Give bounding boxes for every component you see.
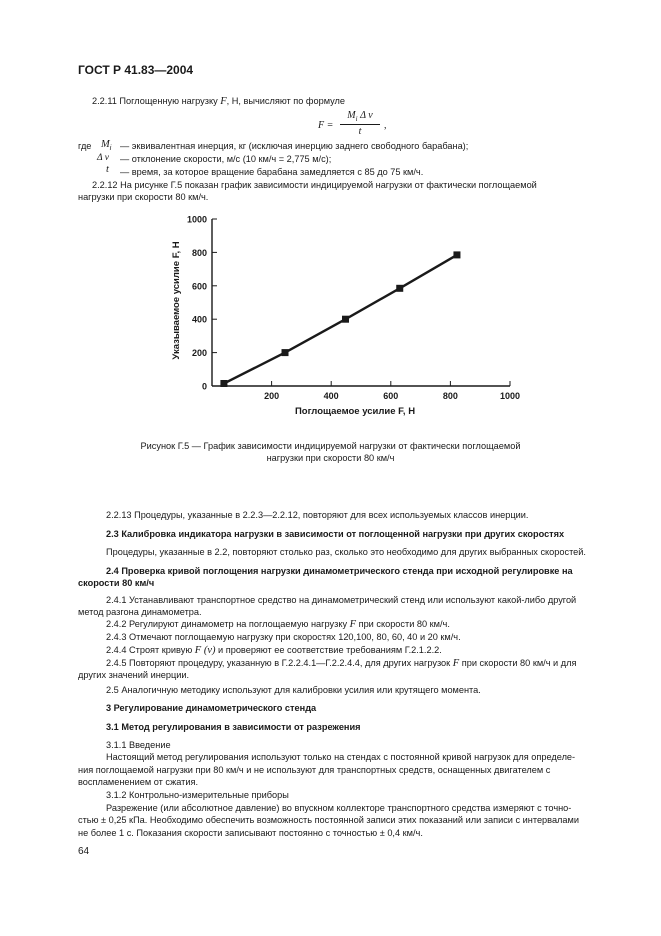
- paragraph-2-2-11-text: 2.2.11 Поглощенную нагрузку: [92, 96, 218, 106]
- document-header: ГОСТ Р 41.83—2004: [78, 63, 194, 77]
- def1-symbol: M: [101, 139, 110, 150]
- y-tick-label: 400: [191, 314, 207, 325]
- definition-3-symbol: t: [106, 164, 109, 175]
- p242-tail: при скорости 80 км/ч.: [358, 619, 450, 629]
- x-tick-label: 1000: [499, 391, 521, 401]
- formula-num-symbol: M: [347, 110, 356, 121]
- paragraph-2-4-3: 2.4.3 Отмечают поглощаемую нагрузку при скоростях 120,100, 80, 60, 40 и 20 км/ч.: [106, 632, 461, 642]
- data-point: [342, 316, 349, 323]
- paragraph-3-1-1-body-line1: Настоящий метод регулирования используют только на стендах с постоянной кривой нагрузок для определе-: [106, 752, 576, 762]
- y-tick-label: 600: [191, 281, 207, 292]
- definition-1: — эквивалентная инерция, кг (исключая инерцию заднего свободного барабана);: [120, 141, 469, 151]
- p244-tail: и проверяют ее соответствие требованиям Г.2.1.2.2.: [218, 645, 442, 655]
- definition-2-symbol: Δ v: [97, 153, 109, 163]
- p245-text: 2.4.5 Повторяют процедуру, указанную в Г.2.2.4.1—Г.2.2.4.4, для других нагрузок: [106, 658, 451, 668]
- x-tick-label: 800: [442, 391, 458, 401]
- paragraph-2-4-1-line2: метод разгона динамометра.: [78, 607, 202, 617]
- force-symbol: F: [220, 96, 227, 107]
- data-point: [453, 251, 460, 258]
- definition-3: — время, за которое вращение барабана замедляется с 85 до 75 км/ч.: [120, 167, 424, 177]
- y-tick-label: 1000: [186, 214, 207, 225]
- paragraph-2-4-1-line1: 2.4.1 Устанавливают транспортное средство на динамометрический стенд или используют какой-либо другой: [106, 595, 577, 605]
- figure-caption-line1: Рисунок Г.5 — График зависимости индицируемой нагрузки от фактически поглощаемой: [140, 441, 521, 451]
- formula-num-sub: i: [355, 115, 358, 123]
- def1-sub: i: [109, 144, 112, 152]
- data-point: [220, 380, 227, 387]
- formula-denominator: t: [358, 126, 362, 137]
- chart-layer: [171, 215, 520, 418]
- paragraph-3-1-2: 3.1.2 Контрольно-измерительные приборы: [106, 790, 289, 800]
- page-number: 64: [78, 846, 90, 857]
- p242-symbol: F: [349, 619, 357, 630]
- definition-2: — отклонение скорости, м/с (10 км/ч = 2,775 м/с);: [120, 154, 332, 164]
- p244-symbol: F (v): [194, 645, 216, 656]
- where-label: где: [78, 141, 92, 151]
- series-line: [224, 255, 457, 384]
- paragraph-2-4-4: [106, 644, 442, 657]
- paragraph-2-2-12-line2: нагрузки при скорости 80 км/ч.: [78, 192, 209, 202]
- x-axis-label: Поглощаемое усилие F, Н: [294, 406, 416, 417]
- figure-caption-line2: нагрузки при скорости 80 км/ч: [266, 453, 395, 463]
- paragraph-2-2-12-line1: 2.2.12 На рисунке Г.5 показан график зависимости индицируемой нагрузки от фактически поглощаемой: [92, 180, 537, 190]
- paragraph-3-1-2-body-line3: не более 1 с. Показания скорости записывают постоянно с точностью ± 0,4 км/ч.: [78, 828, 423, 838]
- paragraph-3-1-2-body-line2: стью ± 0,25 кПа. Необходимо обеспечить возможность постоянной записи этих показаний или записи с интервалами: [78, 815, 579, 825]
- formula-comma: ,: [384, 120, 387, 131]
- data-point: [282, 349, 289, 356]
- paragraph-2-4-5-line2: других значений инерции.: [78, 670, 190, 680]
- y-axis-label: Указываемое усилие F, Н: [171, 241, 182, 360]
- formula-lhs: F =: [318, 120, 334, 131]
- paragraph-2-2-13: 2.2.13 Процедуры, указанные в 2.2.3—2.2.12, повторяют для всех используемых классов инерции.: [106, 510, 529, 520]
- p242-text: 2.4.2 Регулируют динамометр на поглощаемую нагрузку: [106, 619, 348, 629]
- x-tick-label: 600: [383, 391, 399, 401]
- p244-text: 2.4.4 Строят кривую: [106, 645, 193, 655]
- paragraph-2-4-2: [106, 618, 450, 631]
- heading-3: 3 Регулирование динамометрического стенда: [106, 703, 317, 713]
- paragraph-2-3: Процедуры, указанные в 2.2, повторяют столько раз, сколько это необходимо для других выбранных скоростей.: [106, 547, 586, 557]
- paragraph-2-2-11-tail: , Н, вычисляют по формуле: [226, 96, 345, 106]
- heading-3-1: 3.1 Метод регулирования в зависимости от разрежения: [106, 722, 361, 732]
- heading-2-3: 2.3 Калибровка индикатора нагрузки в зависимости от поглощенной нагрузки при других скоростях: [106, 529, 565, 539]
- data-point: [396, 285, 403, 292]
- heading-2-4-line1: 2.4 Проверка кривой поглощения нагрузки динамометрического стенда при исходной регулировке на: [106, 566, 573, 576]
- paragraph-3-1-1-body-line2: ния поглощаемой нагрузки при 80 км/ч и не используют для транспортных средств, оснащенных двигателем с: [78, 765, 551, 775]
- paragraph-3-1-2-body-line1: Разрежение (или абсолютное давление) во впускном коллекторе транспортного средства измеряют с точно-: [106, 803, 572, 813]
- p245-tail: при скорости 80 км/ч и для: [461, 658, 577, 668]
- p245-symbol: F: [452, 658, 460, 669]
- x-tick-label: 400: [323, 391, 339, 401]
- paragraph-2-5: 2.5 Аналогичную методику используют для калибровки усилия или крутящего момента.: [106, 685, 481, 695]
- x-tick-label: 200: [264, 391, 280, 401]
- paragraph-3-1-1-body-line3: воспламенением от сжатия.: [78, 777, 199, 787]
- paragraph-3-1-1: 3.1.1 Введение: [106, 740, 171, 750]
- y-tick-label: 800: [191, 247, 207, 258]
- y-tick-label: 200: [191, 348, 207, 359]
- heading-2-4-line2: скорости 80 км/ч: [78, 578, 155, 588]
- formula-num-tail: Δ v: [357, 110, 373, 121]
- y-tick-label: 0: [201, 381, 207, 392]
